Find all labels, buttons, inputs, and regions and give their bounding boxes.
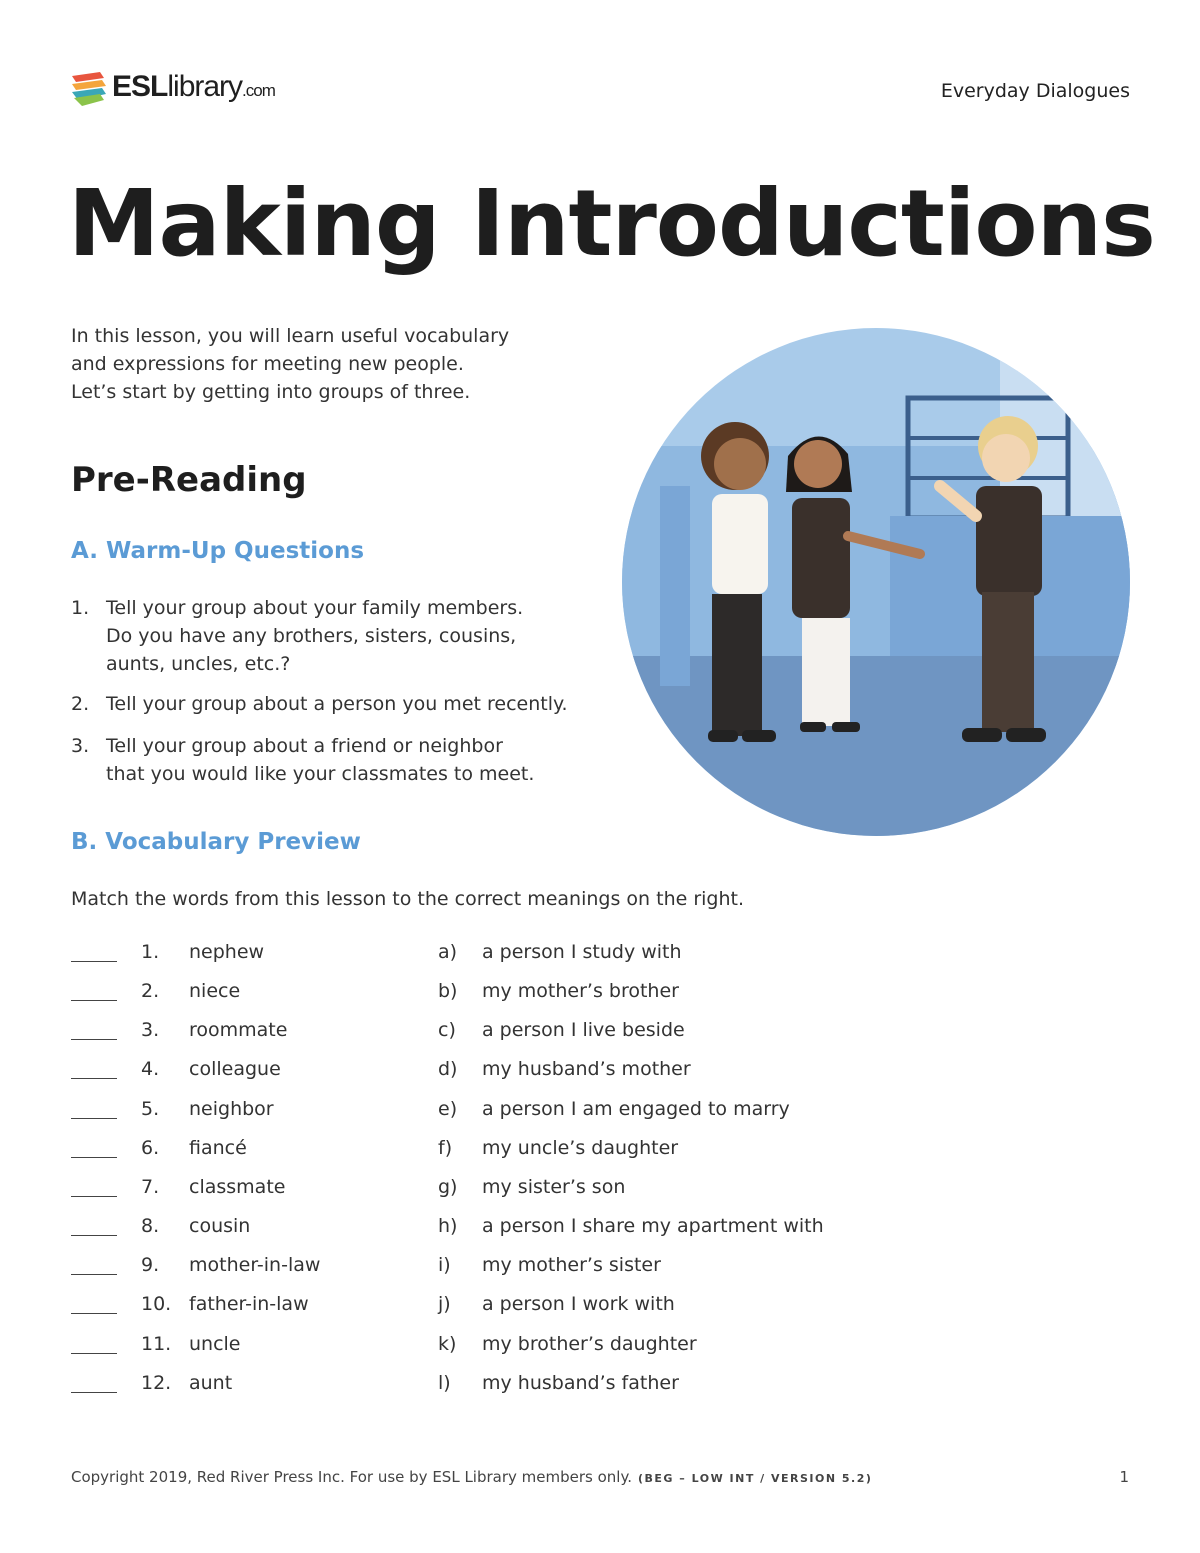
vocab-meaning: my sister’s son xyxy=(482,1176,626,1198)
logo-wordmark xyxy=(112,70,275,104)
vocab-meaning: a person I work with xyxy=(482,1293,675,1315)
warmup-heading: A. Warm-Up Questions xyxy=(71,538,365,564)
word-number: 6. xyxy=(141,1137,160,1159)
vocab-meaning: a person I share my apartment with xyxy=(482,1215,824,1237)
answer-blank[interactable] xyxy=(71,1274,117,1275)
vocab-word: neighbor xyxy=(189,1098,274,1120)
vocab-meaning: a person I study with xyxy=(482,941,682,963)
section-heading: Pre-Reading xyxy=(71,460,307,500)
answer-blank[interactable] xyxy=(71,1039,117,1040)
logo-com: .com xyxy=(242,81,275,100)
answer-blank[interactable] xyxy=(71,1000,117,1001)
vocab-word: uncle xyxy=(189,1333,241,1355)
word-number: 10. xyxy=(141,1293,172,1315)
intro-line: In this lesson, you will learn useful vocabulary xyxy=(71,325,510,347)
logo-esl: ESL xyxy=(112,70,168,103)
answer-blank[interactable] xyxy=(71,1078,117,1079)
vocab-row xyxy=(71,1176,851,1206)
vocab-row xyxy=(71,1293,851,1323)
meaning-letter: f) xyxy=(438,1137,453,1159)
word-number: 5. xyxy=(141,1098,160,1120)
answer-blank[interactable] xyxy=(71,1353,117,1354)
vocab-word: aunt xyxy=(189,1372,233,1394)
vocab-row xyxy=(71,1058,851,1088)
vocab-row xyxy=(71,1098,851,1128)
question-line: that you would like your classmates to meet. xyxy=(106,763,535,785)
answer-blank[interactable] xyxy=(71,1313,117,1314)
meaning-letter: b) xyxy=(438,980,458,1002)
vocab-word: nephew xyxy=(189,941,265,963)
footer xyxy=(71,1468,872,1486)
warmup-question xyxy=(71,594,591,678)
vocab-row xyxy=(71,980,851,1010)
question-number: 1. xyxy=(71,597,90,619)
question-number: 3. xyxy=(71,735,90,757)
vocab-meaning: my husband’s father xyxy=(482,1372,679,1394)
vocab-row xyxy=(71,1215,851,1245)
intro-line: and expressions for meeting new people. xyxy=(71,353,464,375)
question-line: Do you have any brothers, sisters, cousins, xyxy=(106,625,517,647)
word-number: 7. xyxy=(141,1176,160,1198)
page-number: 1 xyxy=(1119,1468,1129,1486)
meaning-letter: d) xyxy=(438,1058,458,1080)
logo-library: library xyxy=(167,70,243,103)
vocab-word: classmate xyxy=(189,1176,286,1198)
meaning-letter: h) xyxy=(438,1215,458,1237)
word-number: 9. xyxy=(141,1254,160,1276)
question-line: Tell your group about a person you met recently. xyxy=(106,693,568,715)
answer-blank[interactable] xyxy=(71,1392,117,1393)
vocab-row xyxy=(71,1333,851,1363)
vocab-meaning: my mother’s sister xyxy=(482,1254,661,1276)
answer-blank[interactable] xyxy=(71,1196,117,1197)
copyright-text: Copyright 2019, Red River Press Inc. For use by ESL Library members only. xyxy=(71,1468,632,1486)
vocab-meaning: my brother’s daughter xyxy=(482,1333,697,1355)
vocab-word: fiancé xyxy=(189,1137,247,1159)
meaning-letter: i) xyxy=(438,1254,451,1276)
vocab-word: niece xyxy=(189,980,241,1002)
intro-paragraph xyxy=(71,322,541,406)
vocab-word: roommate xyxy=(189,1019,288,1041)
vocab-meaning: my mother’s brother xyxy=(482,980,679,1002)
meaning-letter: c) xyxy=(438,1019,456,1041)
meaning-letter: g) xyxy=(438,1176,458,1198)
meaning-letter: j) xyxy=(438,1293,451,1315)
vocab-word: father-in-law xyxy=(189,1293,309,1315)
vocab-row xyxy=(71,941,851,971)
level-label: (BEG – LOW INT / VERSION 5.2) xyxy=(637,1472,873,1485)
meaning-letter: l) xyxy=(438,1372,451,1394)
word-number: 2. xyxy=(141,980,160,1002)
vocab-row xyxy=(71,1254,851,1284)
page-title: Making Introductions xyxy=(68,170,1155,277)
question-line: Tell your group about a friend or neighbor xyxy=(106,735,503,757)
answer-blank[interactable] xyxy=(71,1157,117,1158)
series-label: Everyday Dialogues xyxy=(940,80,1130,102)
vocab-meaning: a person I live beside xyxy=(482,1019,685,1041)
word-number: 12. xyxy=(141,1372,172,1394)
vocab-meaning: a person I am engaged to marry xyxy=(482,1098,790,1120)
question-number: 2. xyxy=(71,693,90,715)
word-number: 8. xyxy=(141,1215,160,1237)
question-line: Tell your group about your family members. xyxy=(106,597,524,619)
vocab-meaning: my uncle’s daughter xyxy=(482,1137,679,1159)
vocab-meaning: my husband’s mother xyxy=(482,1058,691,1080)
meaning-letter: a) xyxy=(438,941,458,963)
vocab-row xyxy=(71,1137,851,1167)
vocab-row xyxy=(71,1019,851,1049)
word-number: 3. xyxy=(141,1019,160,1041)
vocab-word: colleague xyxy=(189,1058,281,1080)
introduction-illustration xyxy=(620,326,1132,838)
vocab-heading: B. Vocabulary Preview xyxy=(71,829,361,855)
warmup-question xyxy=(71,732,591,788)
question-line: aunts, uncles, etc.? xyxy=(106,653,291,675)
word-number: 4. xyxy=(141,1058,160,1080)
vocab-word: mother-in-law xyxy=(189,1254,321,1276)
vocab-instruction: Match the words from this lesson to the correct meanings on the right. xyxy=(71,888,745,910)
vocab-row xyxy=(71,1372,851,1402)
vocab-word: cousin xyxy=(189,1215,251,1237)
answer-blank[interactable] xyxy=(71,961,117,962)
word-number: 1. xyxy=(141,941,160,963)
warmup-question xyxy=(71,690,591,718)
meaning-letter: e) xyxy=(438,1098,458,1120)
answer-blank[interactable] xyxy=(71,1118,117,1119)
meaning-letter: k) xyxy=(438,1333,457,1355)
intro-line: Let’s start by getting into groups of three. xyxy=(71,381,471,403)
answer-blank[interactable] xyxy=(71,1235,117,1236)
word-number: 11. xyxy=(141,1333,172,1355)
